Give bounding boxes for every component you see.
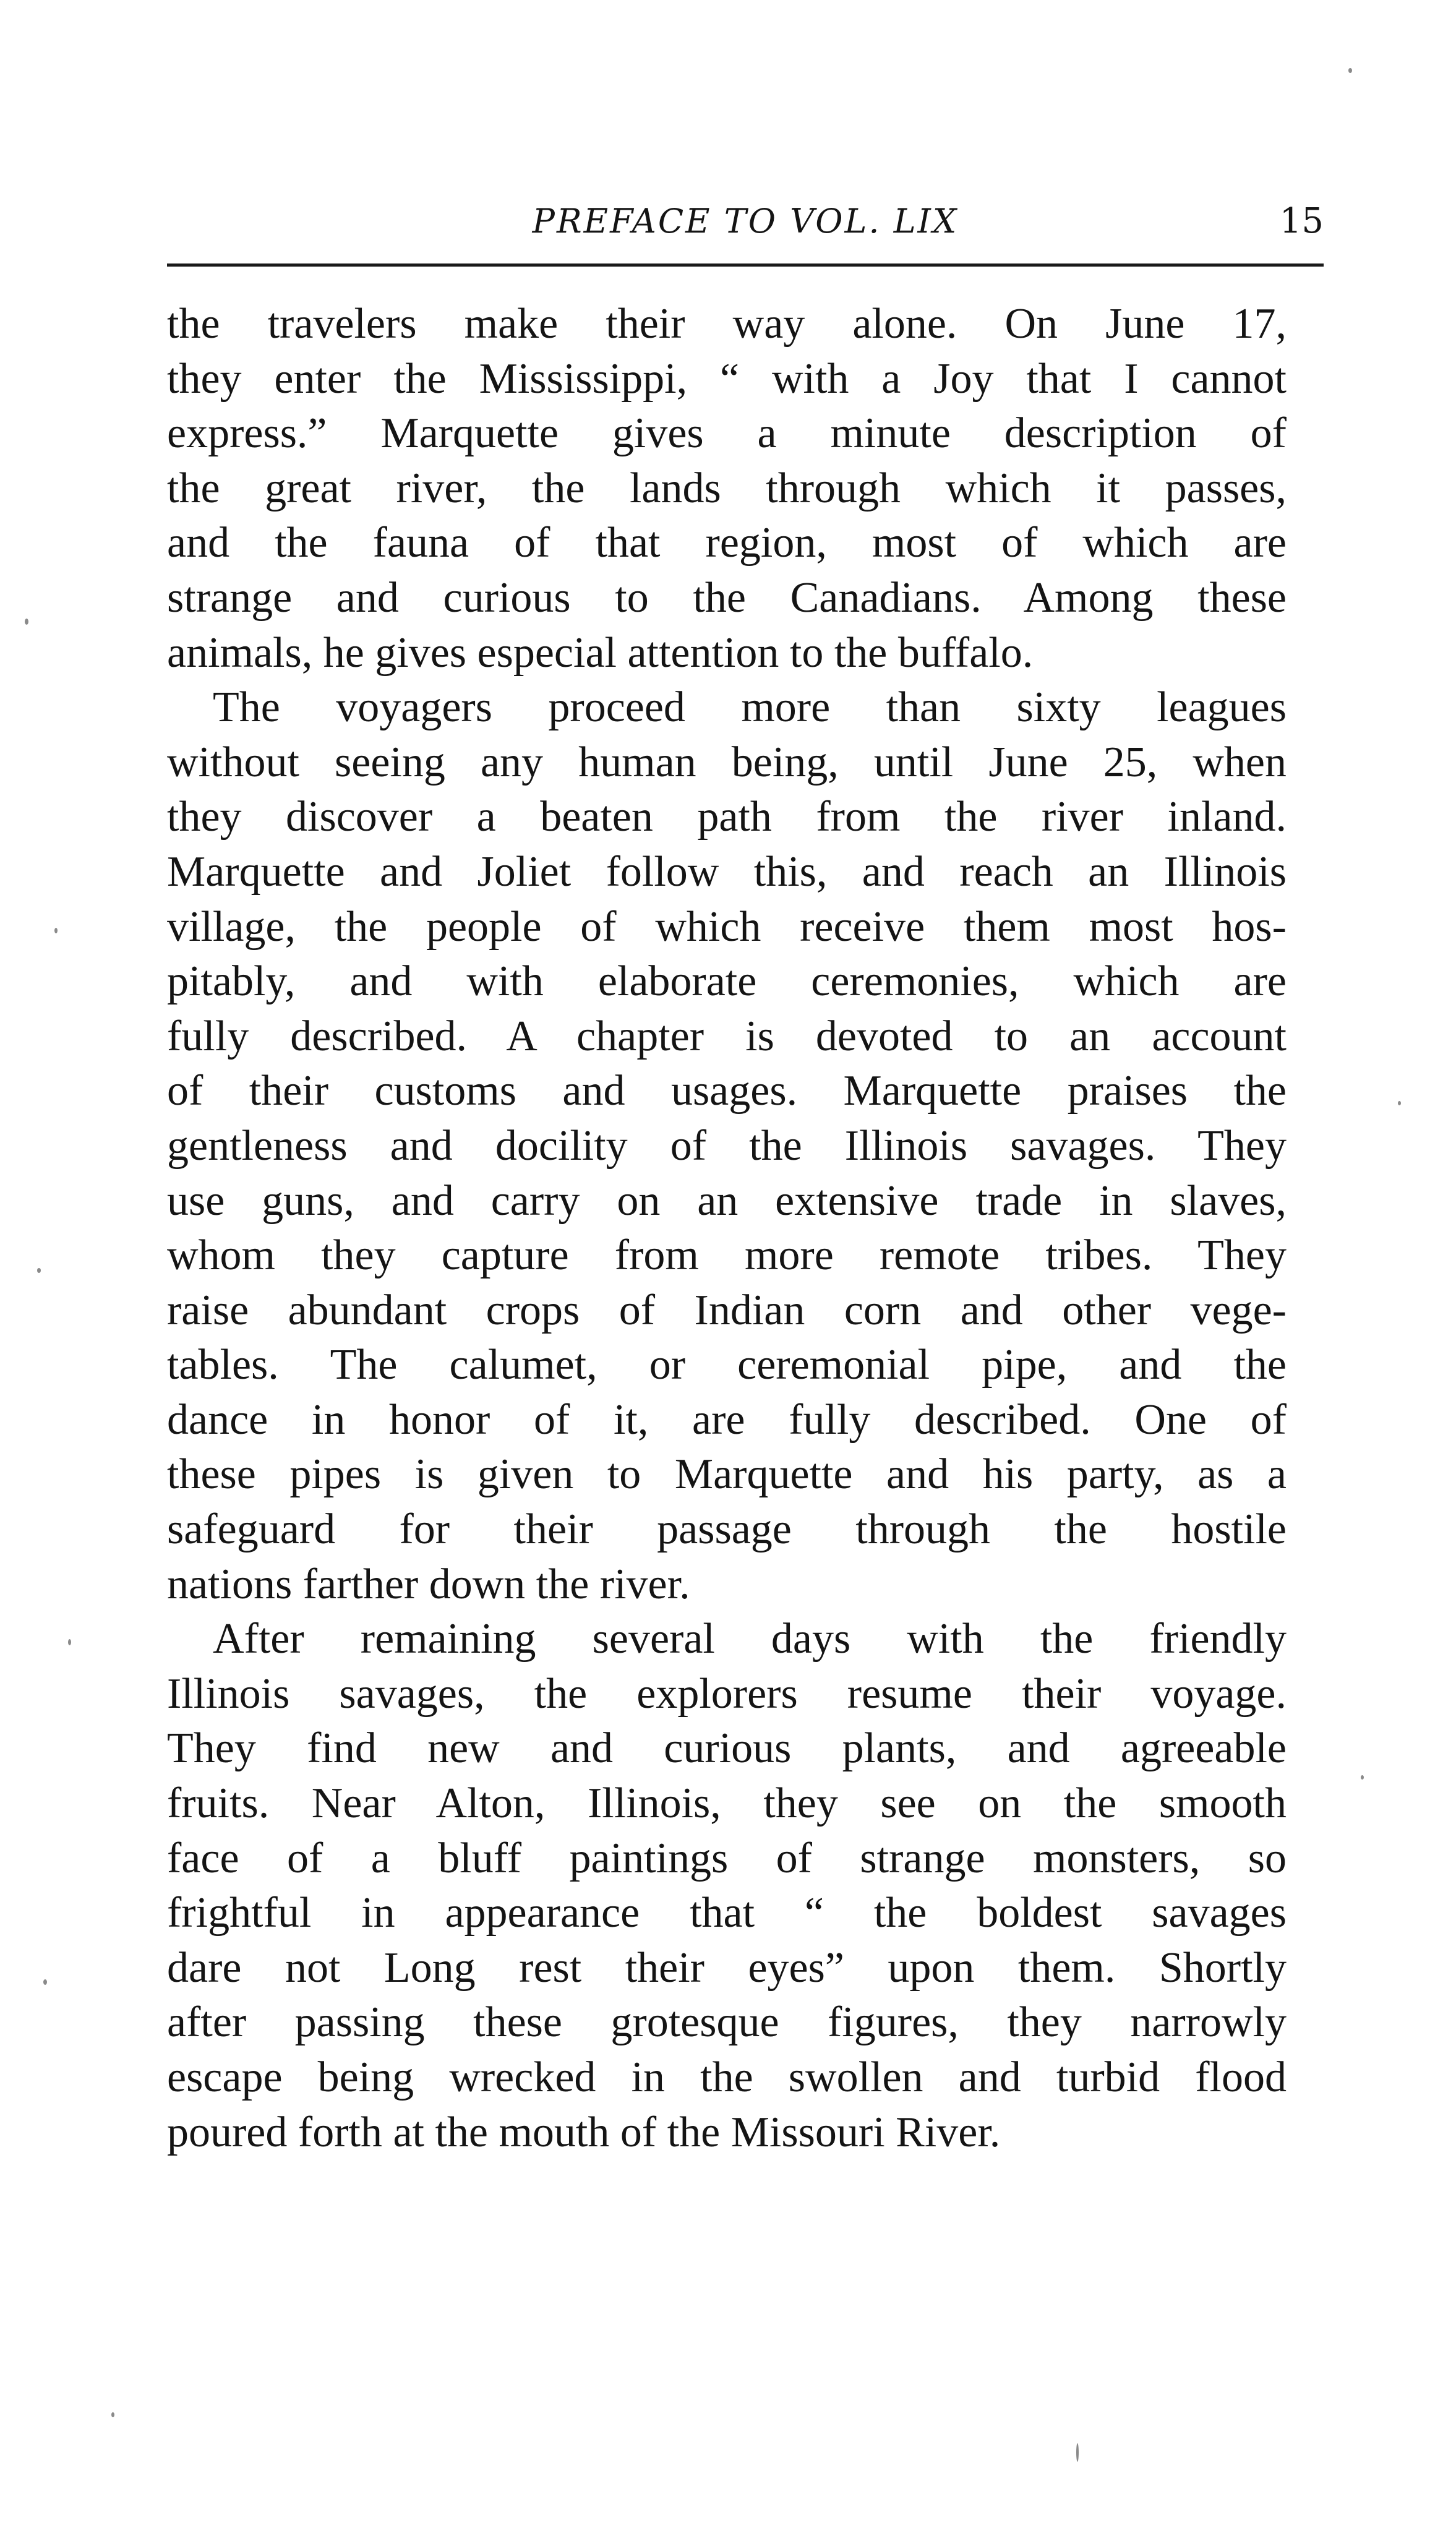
scan-speck bbox=[1348, 68, 1352, 73]
text-line: They find new and curious plants, and agreeable bbox=[167, 1724, 1287, 1773]
text-line: dance in honor of it, are fully described. One of bbox=[167, 1395, 1287, 1444]
body-text bbox=[167, 297, 1287, 2160]
text-line: after passing these grotesque figures, they narrowly bbox=[167, 1998, 1287, 2047]
text-line: the travelers make their way alone. On June 17, bbox=[167, 300, 1287, 348]
text-line: face of a bluff paintings of strange monsters, so bbox=[167, 1834, 1287, 1882]
page-number: 15 bbox=[1279, 201, 1324, 241]
text-line: they discover a beaten path from the river inland. bbox=[167, 793, 1287, 841]
scan-speck bbox=[43, 1979, 47, 1985]
text-line: without seeing any human being, until June 25, when bbox=[167, 738, 1287, 786]
scan-speck bbox=[1361, 1775, 1364, 1780]
text-line: Illinois savages, the explorers resume their voyage. bbox=[167, 1669, 1287, 1718]
running-head bbox=[167, 197, 1324, 259]
paragraph-1 bbox=[167, 297, 1287, 680]
scan-speck bbox=[25, 619, 28, 625]
text-line: village, the people of which receive them most hos- bbox=[167, 902, 1287, 951]
text-line: safeguard for their passage through the hostile bbox=[167, 1506, 1287, 1554]
text-line: Marquette and Joliet follow this, and reach an Illinois bbox=[167, 847, 1287, 896]
text-line: animals, he gives especial attention to the buffalo. bbox=[167, 628, 1034, 677]
text-line: fruits. Near Alton, Illinois, they see on the smooth bbox=[167, 1780, 1287, 1828]
text-line: nations farther down the river. bbox=[167, 1560, 690, 1608]
scan-speck bbox=[1398, 1101, 1401, 1105]
text-line: raise abundant crops of Indian corn and other vege- bbox=[167, 1286, 1287, 1334]
text-line: poured forth at the mouth of the Missouri River. bbox=[167, 2108, 1001, 2156]
text-line: express.” Marquette gives a minute description of bbox=[167, 409, 1287, 458]
text-line: whom they capture from more remote tribes. They bbox=[167, 1232, 1287, 1280]
text-line: After remaining several days with the friendly bbox=[213, 1615, 1287, 1663]
paragraph-2 bbox=[167, 680, 1287, 1612]
text-line: frightful in appearance that “ the boldest savages bbox=[167, 1889, 1287, 1937]
scan-speck bbox=[37, 1268, 41, 1273]
header-rule bbox=[167, 263, 1324, 267]
text-line: of their customs and usages. Marquette praises the bbox=[167, 1067, 1287, 1115]
text-line: they enter the Mississippi, “ with a Joy that I cannot bbox=[167, 354, 1287, 403]
text-line: pitably, and with elaborate ceremonies, which are bbox=[167, 957, 1287, 1006]
scan-speck bbox=[68, 1639, 71, 1645]
text-line: escape being wrecked in the swollen and turbid flood bbox=[167, 2054, 1287, 2101]
text-line: tables. The calumet, or ceremonial pipe, and the bbox=[167, 1341, 1287, 1389]
text-line: The voyagers proceed more than sixty leagues bbox=[213, 683, 1287, 732]
paragraph-3 bbox=[167, 1612, 1287, 2160]
scan-speck bbox=[54, 928, 58, 933]
text-line: strange and curious to the Canadians. Among these bbox=[167, 573, 1287, 622]
text-line: fully described. A chapter is devoted to an account bbox=[167, 1012, 1287, 1060]
text-line: dare not Long rest their eyes” upon them. Shortly bbox=[167, 1943, 1287, 1992]
running-head-title: PREFACE TO VOL. LIX bbox=[532, 202, 959, 241]
scan-speck bbox=[1076, 2443, 1079, 2462]
text-line: the great river, the lands through which it passes, bbox=[167, 464, 1287, 512]
scan-speck bbox=[111, 2412, 114, 2417]
text-line: and the fauna of that region, most of which are bbox=[167, 519, 1287, 567]
text-line: use guns, and carry on an extensive trade in slaves, bbox=[167, 1176, 1287, 1225]
text-line: gentleness and docility of the Illinois savages. They bbox=[167, 1121, 1287, 1170]
text-line: these pipes is given to Marquette and his party, as a bbox=[167, 1450, 1287, 1499]
